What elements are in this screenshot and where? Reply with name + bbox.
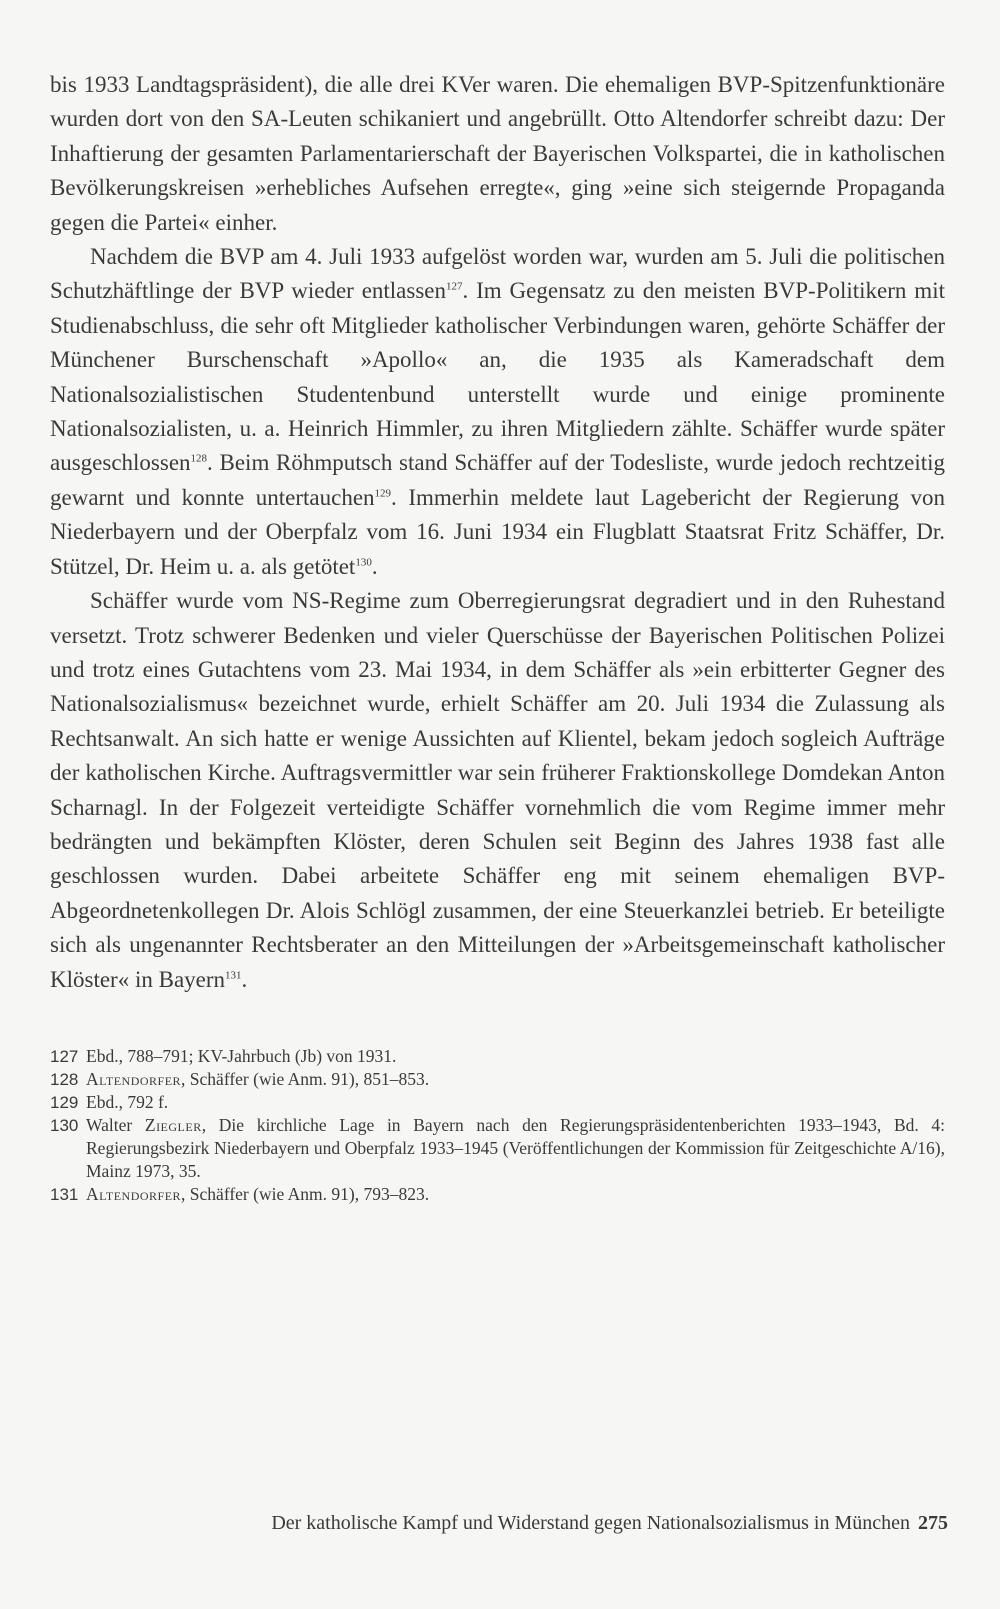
paragraph-text: . Im Gegensatz zu den meisten BVP-Politikern mit Studienabschluss, die sehr oft Mitglieder katholischer Verbindungen waren, gehörte Schäffer der Münchener Burschenschaft »Apollo« an, die 1935 als Kameradschaft dem Nationalsozialistischen Studentenbund unterstellt wurde und einige prominente Nationalsozialisten, u. a. Heinrich Himmler, zu ihren Mitgliedern zählte. Schäffer wurde später ausgeschlossen <box>50 278 945 476</box>
footnote-131 <box>50 1183 945 1206</box>
footnote-text: Ebd., 788–791; KV-Jahrbuch (Jb) von 1931. <box>86 1045 397 1066</box>
paragraph-3 <box>50 584 945 997</box>
author-name: Ziegler <box>144 1114 202 1135</box>
page-number: 275 <box>918 1512 948 1534</box>
footnote-text: Walter Ziegler, Die kirchliche Lage in Bayern nach den Regierungspräsidentenberichten 1933–1943, Bd. 4: Regierungsbezirk Niederbayern und Oberpfalz 1933–1945 (Veröffentlichungen der Kommission für Zeitgeschichte A/16), Mainz 1973, 35. <box>86 1114 946 1181</box>
footnote-number: 129 <box>50 1092 79 1112</box>
running-title: Der katholische Kampf und Widerstand gegen Nationalsozialismus in München <box>271 1512 910 1534</box>
author-name: Altendorfer <box>86 1068 182 1089</box>
paragraph-2 <box>50 240 945 584</box>
paragraph-text: . Beim Röhmputsch stand Schäffer auf der Todesliste, wurde jedoch rechtzeitig gewarnt und konnte untertauchen <box>50 450 945 510</box>
paragraph-text: . <box>241 966 248 992</box>
footnote-128 <box>50 1068 945 1091</box>
paragraph-text: bis 1933 Landtagspräsident), die alle drei KVer waren. Die ehemaligen BVP-Spitzenfunktionäre wurden dort von den SA-Leuten schikaniert und angebrüllt. Otto Altendorfer schreibt dazu: Der Inhaftierung der gesamten Parlamentarierschaft der Bayerischen Volkspartei, die in katholischen Bevölkerungskreisen »erhebliches Aufsehen erregte«, ging »eine sich steigernde Propaganda gegen die Partei« einher. <box>50 72 945 235</box>
paragraph-text: . <box>371 553 378 579</box>
footnote-number: 131 <box>50 1184 79 1204</box>
footnote-ref-128[interactable]: 128 <box>190 452 208 465</box>
footnote-ref-130[interactable]: 130 <box>355 556 372 569</box>
paragraph-text: . Immerhin meldete laut Lagebericht der Regierung von Niederbayern und der Oberpfalz vom 16. Juni 1934 ein Flugblatt Staatsrat Fritz Schäffer, Dr. Stützel, Dr. Heim u. a. als getötet <box>50 484 945 579</box>
footnote-text: Altendorfer, Schäffer (wie Anm. 91), 793–823. <box>86 1183 430 1204</box>
footnote-ref-129[interactable]: 129 <box>374 487 392 500</box>
paragraph-text: Nachdem die BVP am 4. Juli 1933 aufgelöst worden war, wurden am 5. Juli die politischen Schutzhäftlinge der BVP wieder entlassen <box>50 244 945 304</box>
footnote-129 <box>50 1091 945 1114</box>
footnote-number: 130 <box>50 1115 79 1135</box>
author-name: Altendorfer <box>86 1183 182 1204</box>
paragraph-1 <box>50 68 945 240</box>
footnote-text: Altendorfer, Schäffer (wie Anm. 91), 851–853. <box>86 1068 430 1089</box>
footnote-ref-131[interactable]: 131 <box>225 968 242 981</box>
paragraph-text: Schäffer wurde vom NS-Regime zum Oberregierungsrat degradiert und in den Ruhestand versetzt. Trotz schwerer Bedenken und vieler Querschüsse der Bayerischen Politischen Polizei und trotz eines Gutachtens vom 23. Mai 1934, in dem Schäffer als »ein erbitterter Gegner des Nationalsozialismus« bezeichnet wurde, erhielt Schäffer am 20. Juli 1934 die Zulassung als Rechtsanwalt. An sich hatte er wenige Aussichten auf Klientel, bekam jedoch sogleich Aufträge der katholischen Kirche. Auftragsvermittler war sein früherer Fraktionskollege Domdekan Anton Scharnagl. In der Folgezeit verteidigte Schäffer vornehmlich die vom Regime immer mehr bedrängten und bekämpften Klöster, deren Schulen seit Beginn des Jahres 1938 fast alle geschlossen wurden. Dabei arbeitete Schäffer eng mit seinem ehemaligen BVP-Abgeordnetenkollegen Dr. Alois Schlögl zusammen, der eine Steuerkanzlei betrieb. Er beteiligte sich als ungenannter Rechtsberater an den Mitteilungen der »Arbeitsgemeinschaft katholischer Klöster« in Bayern <box>50 588 945 992</box>
footnote-130 <box>50 1114 945 1183</box>
footnote-number: 127 <box>50 1046 79 1066</box>
footnote-number: 128 <box>50 1069 79 1089</box>
footnote-text: Ebd., 792 f. <box>86 1091 169 1112</box>
body-text <box>50 68 945 997</box>
page-content <box>50 68 945 1206</box>
page-footer <box>271 1512 948 1535</box>
footnotes <box>50 1045 945 1206</box>
footnote-127 <box>50 1045 945 1068</box>
footnote-ref-127[interactable]: 127 <box>446 280 463 293</box>
